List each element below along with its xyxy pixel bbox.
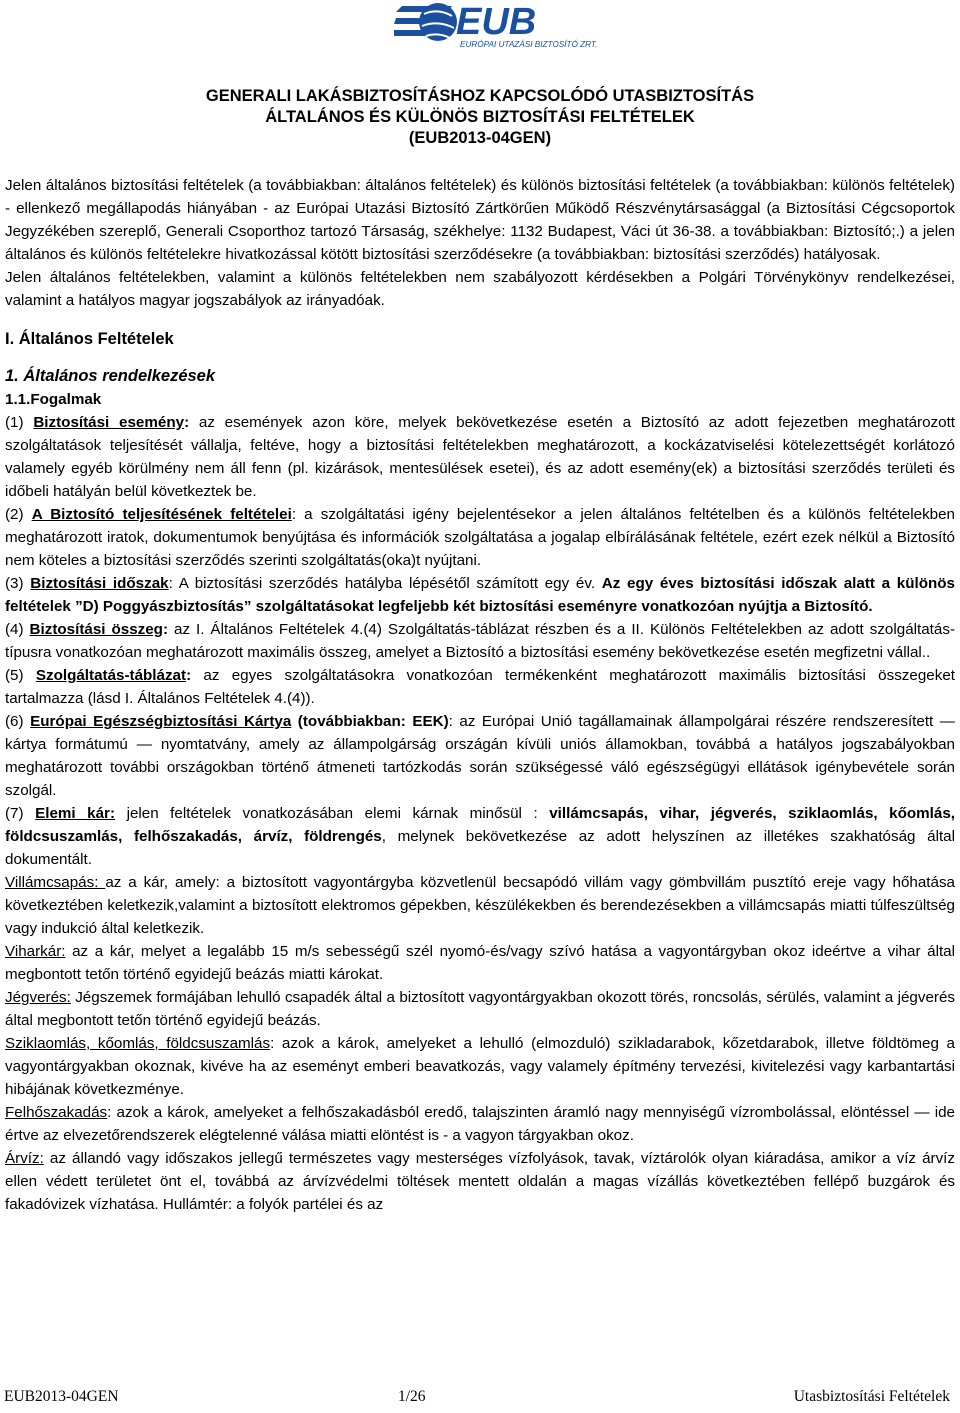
definition-4: (4) Biztosítási összeg: az I. Általános Feltételek 4.(4) Szolgáltatás-táblázat részben és a II. Különös Feltételekben az adott szolgáltatás-típusra vonatkozóan meghatározott maximális összeg, amelyet a Biztosító a biztosítási esemény bekövetkezése esetén megfizetni vállal.. [5, 621, 955, 661]
term: Sziklaomlás, kőomlás, földcsuszamlás [5, 1035, 271, 1052]
intro-paragraph-1: Jelen általános biztosítási feltételek (a továbbiakban: általános feltételek) és különös biztosítási feltételek (a továbbiakban: különös feltételek) - ellenkező megállapodás hiányában - az Európai Utazási Biztosító Zártkörűen Működő Részvénytársasággal (a Biztosítási Cégcsoportok Jegyzékében szereplő, Generali Csoporthoz tartozó Társaság, székhelye: 1132 Budapest, Váci út 36-38. a továbbiakban: Biztosító;.) a jelen általános és különös feltételekre hivatkozással kötött biztosítási szerződésekre (a továbbiakban: biztosítási szerződés) hatályosak. [5, 177, 955, 263]
subsection-heading: 1. Általános rendelkezések [5, 367, 216, 385]
term: Európai Egészségbiztosítási Kártya [30, 713, 292, 730]
term: Biztosítási esemény [33, 414, 185, 431]
footer-label: Utasbiztosítási Feltételek [793, 1388, 950, 1405]
definition-3: (3) Biztosítási időszak: A biztosítási szerződés hatályba lépésétől számított egy év. Az egy éves biztosítási időszak alatt a különös feltételek ”D) Poggyászbiztosítás” szolgáltatásokat legfeljebb két biztosítási eseményre vonatkozóan nyújtja a Biztosító. [5, 575, 955, 615]
definition-1: (1) Biztosítási esemény: az események azon köre, melyek bekövetkezése esetén a Biztosító az adott fejezetben meghatározott szolgáltatások teljesítését vállalja, feltéve, hogy a biztosítási feltételekben meghatározott, a kockázatviselési kötelezettségét korlátozó valamely egyéb körülmény nem áll fenn (pl. kizárások, mentesülések esetei), és az adott esemény(ek) a biztosítási szerződés területi és időbeli hatályán belül következtek be. [5, 414, 956, 500]
peril-storm: Viharkár: az a kár, melyet a legalább 15 m/s sebességű szél nyomó-és/vagy szívó hatása a vagyontárgyban okoz ideértve a vihar által megbontott tetőn történő egyidejű beázás miatti károkat. [5, 943, 955, 983]
term: Biztosítási időszak [30, 575, 169, 592]
section-heading: I. Általános Feltételek [5, 330, 174, 348]
page-number: 1/26 [398, 1388, 426, 1405]
peril-cloudburst: Felhőszakadás: azok a károk, amelyeket a felhőszakadásból eredő, talajszinten áramló nagy mennyiségű vízrombolással, elöntéssel — ide értve az elvezetőrendszerek elégtelenné válása miatti elöntést is - a vagyon tárgyakban okoz. [5, 1104, 955, 1144]
term: Villámcsapás: [5, 874, 106, 891]
document-title [0, 86, 960, 149]
term: A Biztosító teljesítésének feltételei [31, 506, 292, 523]
intro-paragraph-2: Jelen általános feltételekben, valamint a különös feltételekben nem szabályozott kérdésekben a Polgári Törvénykönyv rendelkezései, valamint a hatályos magyar jogszabályok az irányadóak. [5, 269, 955, 309]
definition-5: (5) Szolgáltatás-táblázat: az egyes szolgáltatásokra vonatkozóan termékenként meghatározott maximális biztosítási összegeket tartalmazza (lásd I. Általános Feltételek 4.(4)). [5, 667, 955, 707]
term: Biztosítási összeg [29, 621, 163, 638]
eub-logo [394, 0, 598, 52]
term: Felhőszakadás [5, 1104, 108, 1121]
term: Viharkár: [5, 943, 66, 960]
term: Árvíz: [5, 1150, 44, 1167]
page-footer [4, 1388, 956, 1410]
peril-landslide: Sziklaomlás, kőomlás, földcsuszamlás: azok a károk, amelyeket a lehulló (elmozduló) szikladarabok, kőzetdarabok, illetve földtömeg a vagyontárgyakban okoznak, kivéve ha az eseményt emberi beavatkozás, vagy valamely építmény tervezési, kivitelezési vagy karbantartási hibájának következménye. [5, 1035, 955, 1098]
logo-subtitle: EURÓPAI UTAZÁSI BIZTOSÍTÓ ZRT. [460, 40, 598, 49]
logo-text: EUB [456, 1, 537, 43]
peril-hail: Jégverés: Jégszemek formájában lehulló csapadék által a biztosított vagyontárgyakban okozott törés, roncsolás, sérülés, valamint a jégverés által megbontott tetőn történő egyidejű beázás. [5, 989, 955, 1029]
definitions-heading: 1.1.Fogalmak [5, 391, 102, 408]
title-line-1: GENERALI LAKÁSBIZTOSÍTÁSHOZ KAPCSOLÓDÓ UTASBIZTOSÍTÁS [205, 87, 755, 105]
definition-6: (6) Európai Egészségbiztosítási Kártya (továbbiakban: EEK): az Európai Unió tagállamainak állampolgárai részére rendszeresített — kártya formátumú — nyomtatvány, amely az állampolgárság országán kívüli uniós államokban, továbbá a hatályos jogszabályokban meghatározott további országokban történő átmeneti tartózkodás során szükségessé váló egészségügyi ellátások igénybevétele során szolgál. [5, 713, 955, 799]
title-line-3: (EUB2013-04GEN) [408, 129, 552, 147]
peril-lightning: Villámcsapás: az a kár, amely: a biztosított vagyontárgyba közvetlenül becsapódó villám vagy gömbvillám pusztító ereje vagy hőhatása következtében keletkezik,valamint a biztosított elektromos gépekben, készülékekben és berendezésekben a villámcsapás miatti túlfeszültség vagy indukció által keletkezik. [5, 874, 955, 937]
term: Jégverés: [5, 989, 71, 1006]
term: Elemi kár: [35, 805, 116, 822]
definition-7: (7) Elemi kár: jelen feltételek vonatkozásában elemi kárnak minősül : villámcsapás, vihar, jégverés, sziklaomlás, kőomlás, földcsuszamlás, felhőszakadás, árvíz, földrengés, melynek bekövetkezése az adott helyszínen az illetékes szakhatóság által dokumentált. [5, 805, 956, 868]
peril-flood: Árvíz: az állandó vagy időszakos jellegű természetes vagy mesterséges vízfolyások, tavak, víztárolók olyan kiáradása, amikor a víz árvíz ellen védett területet önt el, továbbá az árvízvédelmi töltések mentett oldalán a magas vízállás következtében fellépő buzgárok és fakadóvizek vízhatása. Hullámtér: a folyók partélei és az [5, 1150, 955, 1213]
title-line-2: ÁLTALÁNOS ÉS KÜLÖNÖS BIZTOSÍTÁSI FELTÉTELEK [265, 108, 695, 126]
footer-code: EUB2013-04GEN [4, 1388, 119, 1405]
document-body [5, 174, 955, 1216]
definition-2: (2) A Biztosító teljesítésének feltételei: a szolgáltatási igény bejelentésekor a jelen általános feltételben és a különös feltételekben meghatározott iratok, dokumentumok benyújtása és információk szolgáltatása a jogalap elbírálásának feltétele, ezért ezek nélkül a Biztosító nem köteles a biztosítási szerződés szerinti szolgáltatás(oka)t nyújtani. [5, 506, 956, 569]
term: Szolgáltatás-táblázat [35, 667, 187, 684]
